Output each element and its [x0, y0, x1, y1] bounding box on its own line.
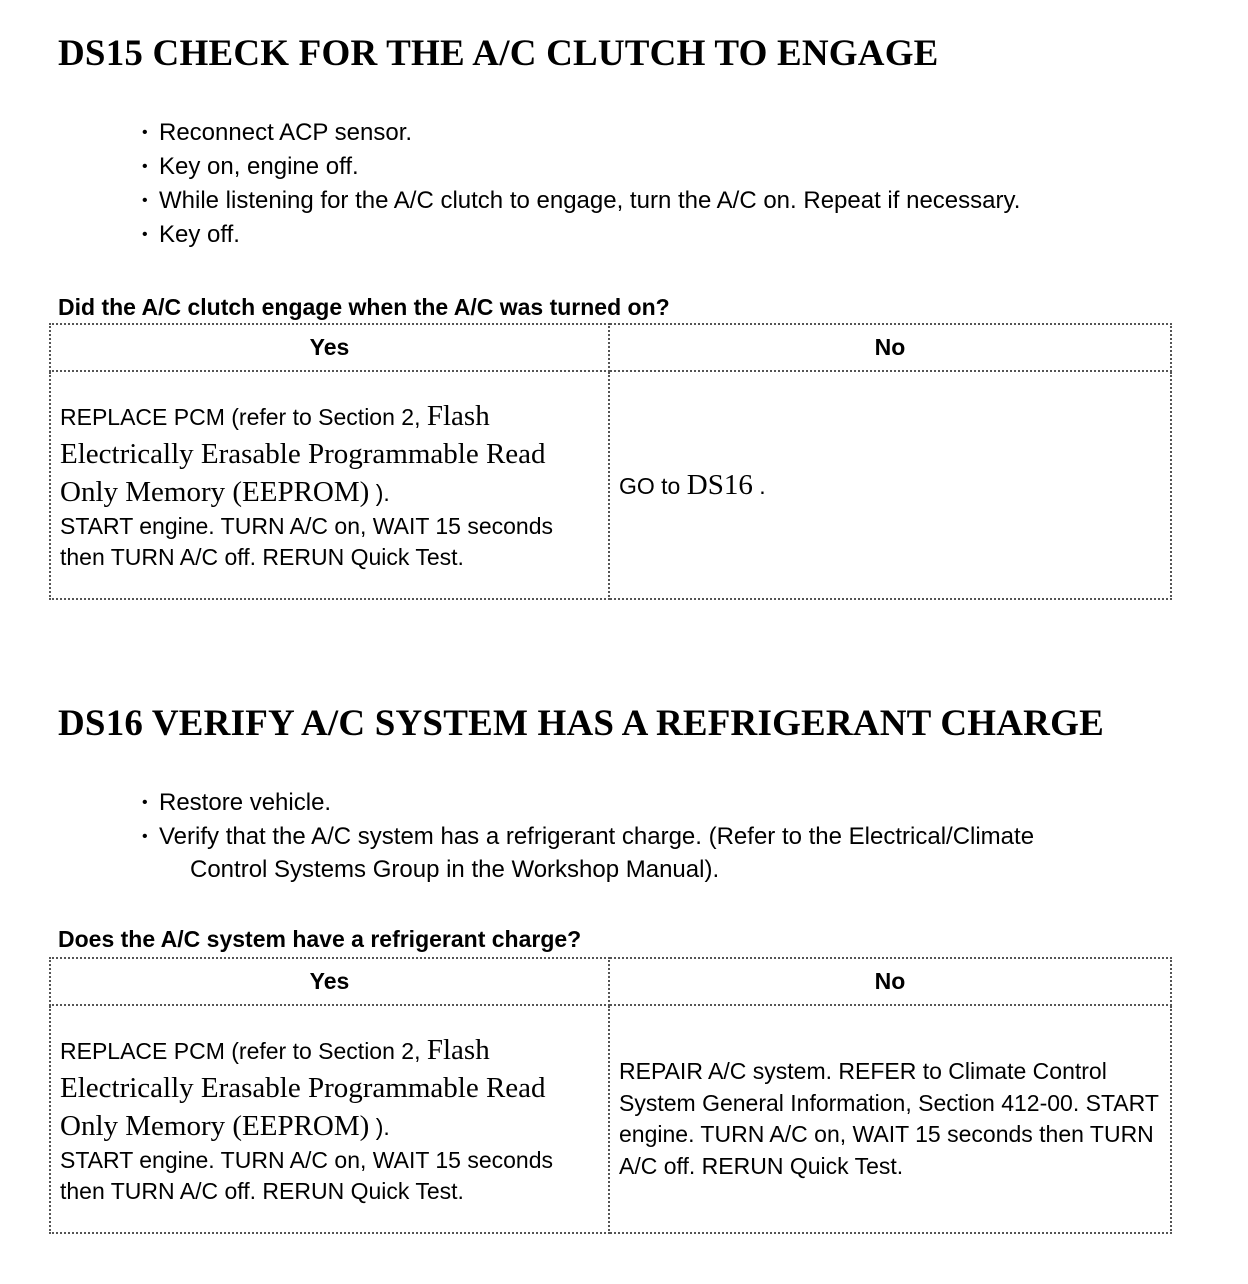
yes-text-part3: START engine. TURN A/C on, WAIT 15 seconds then TURN A/C off. RERUN Quick Test.: [60, 512, 554, 570]
no-header: No: [609, 958, 1171, 1005]
yes-text-part2: ).: [375, 479, 390, 506]
step-item: [140, 786, 1034, 820]
no-header: No: [609, 324, 1171, 371]
bullet-icon: •: [142, 124, 148, 141]
no-cell: [609, 1005, 1171, 1233]
step-text: Reconnect ACP sensor.: [159, 119, 413, 146]
step-item: [140, 218, 1020, 252]
question-text: Did the A/C clutch engage when the A/C was turned on?: [58, 294, 670, 320]
yes-header: Yes: [50, 958, 609, 1005]
bullet-icon: •: [142, 226, 148, 243]
step-text-continued: Control Systems Group in the Workshop Manual).: [190, 856, 720, 883]
yes-text-part3: START engine. TURN A/C on, WAIT 15 seconds then TURN A/C off. RERUN Quick Test.: [60, 1146, 554, 1204]
yes-cell: [50, 371, 609, 599]
step-list: [140, 786, 1034, 885]
step-item: [140, 184, 1020, 218]
no-text-part2: .: [759, 473, 766, 499]
section-title: DS15 CHECK FOR THE A/C CLUTCH TO ENGAGE: [58, 33, 939, 74]
table-header-row: [50, 324, 1171, 371]
step-text: Verify that the A/C system has a refrigerant charge. (Refer to the Electrical/Climate: [159, 823, 1035, 850]
ds16-link[interactable]: DS16: [686, 469, 753, 501]
no-text: REPAIR A/C system. REFER to Climate Control System General Information, Section 412-00. START engine. TURN A/C on, WAIT 15 seconds then TURN A/C off. RERUN Quick Test.: [619, 1058, 1159, 1179]
step-text: Restore vehicle.: [159, 789, 332, 816]
step-text: While listening for the A/C clutch to engage, turn the A/C on. Repeat if necessary.: [159, 187, 1021, 214]
yes-header: Yes: [50, 324, 609, 371]
answer-table: [49, 323, 1172, 600]
step-item: [140, 820, 1034, 885]
eeprom-link[interactable]: Flash Electrically Erasable Programmable Read Only Memory (EEPROM): [60, 399, 546, 508]
yes-cell: [50, 1005, 609, 1233]
table-row: [50, 1005, 1171, 1233]
bullet-icon: •: [142, 192, 148, 209]
step-item: [140, 116, 1020, 150]
bullet-icon: •: [142, 828, 148, 845]
table-row: [50, 371, 1171, 599]
no-text-part1: GO to: [619, 473, 681, 499]
question-text: Does the A/C system have a refrigerant charge?: [58, 926, 582, 952]
yes-text-part1: REPLACE PCM (refer to Section 2,: [60, 403, 421, 430]
step-item: [140, 150, 1020, 184]
no-cell: [609, 371, 1171, 599]
yes-text-part2: ).: [375, 1113, 390, 1140]
bullet-icon: •: [142, 158, 148, 175]
step-list: [140, 116, 1020, 252]
step-text: Key off.: [159, 221, 240, 248]
table-header-row: [50, 958, 1171, 1005]
bullet-icon: •: [142, 794, 148, 811]
section-title: DS16 VERIFY A/C SYSTEM HAS A REFRIGERANT CHARGE: [58, 703, 1104, 744]
eeprom-link[interactable]: Flash Electrically Erasable Programmable Read Only Memory (EEPROM): [60, 1033, 546, 1142]
answer-table: [49, 957, 1172, 1234]
yes-text-part1: REPLACE PCM (refer to Section 2,: [60, 1037, 421, 1064]
step-text: Key on, engine off.: [159, 153, 359, 180]
